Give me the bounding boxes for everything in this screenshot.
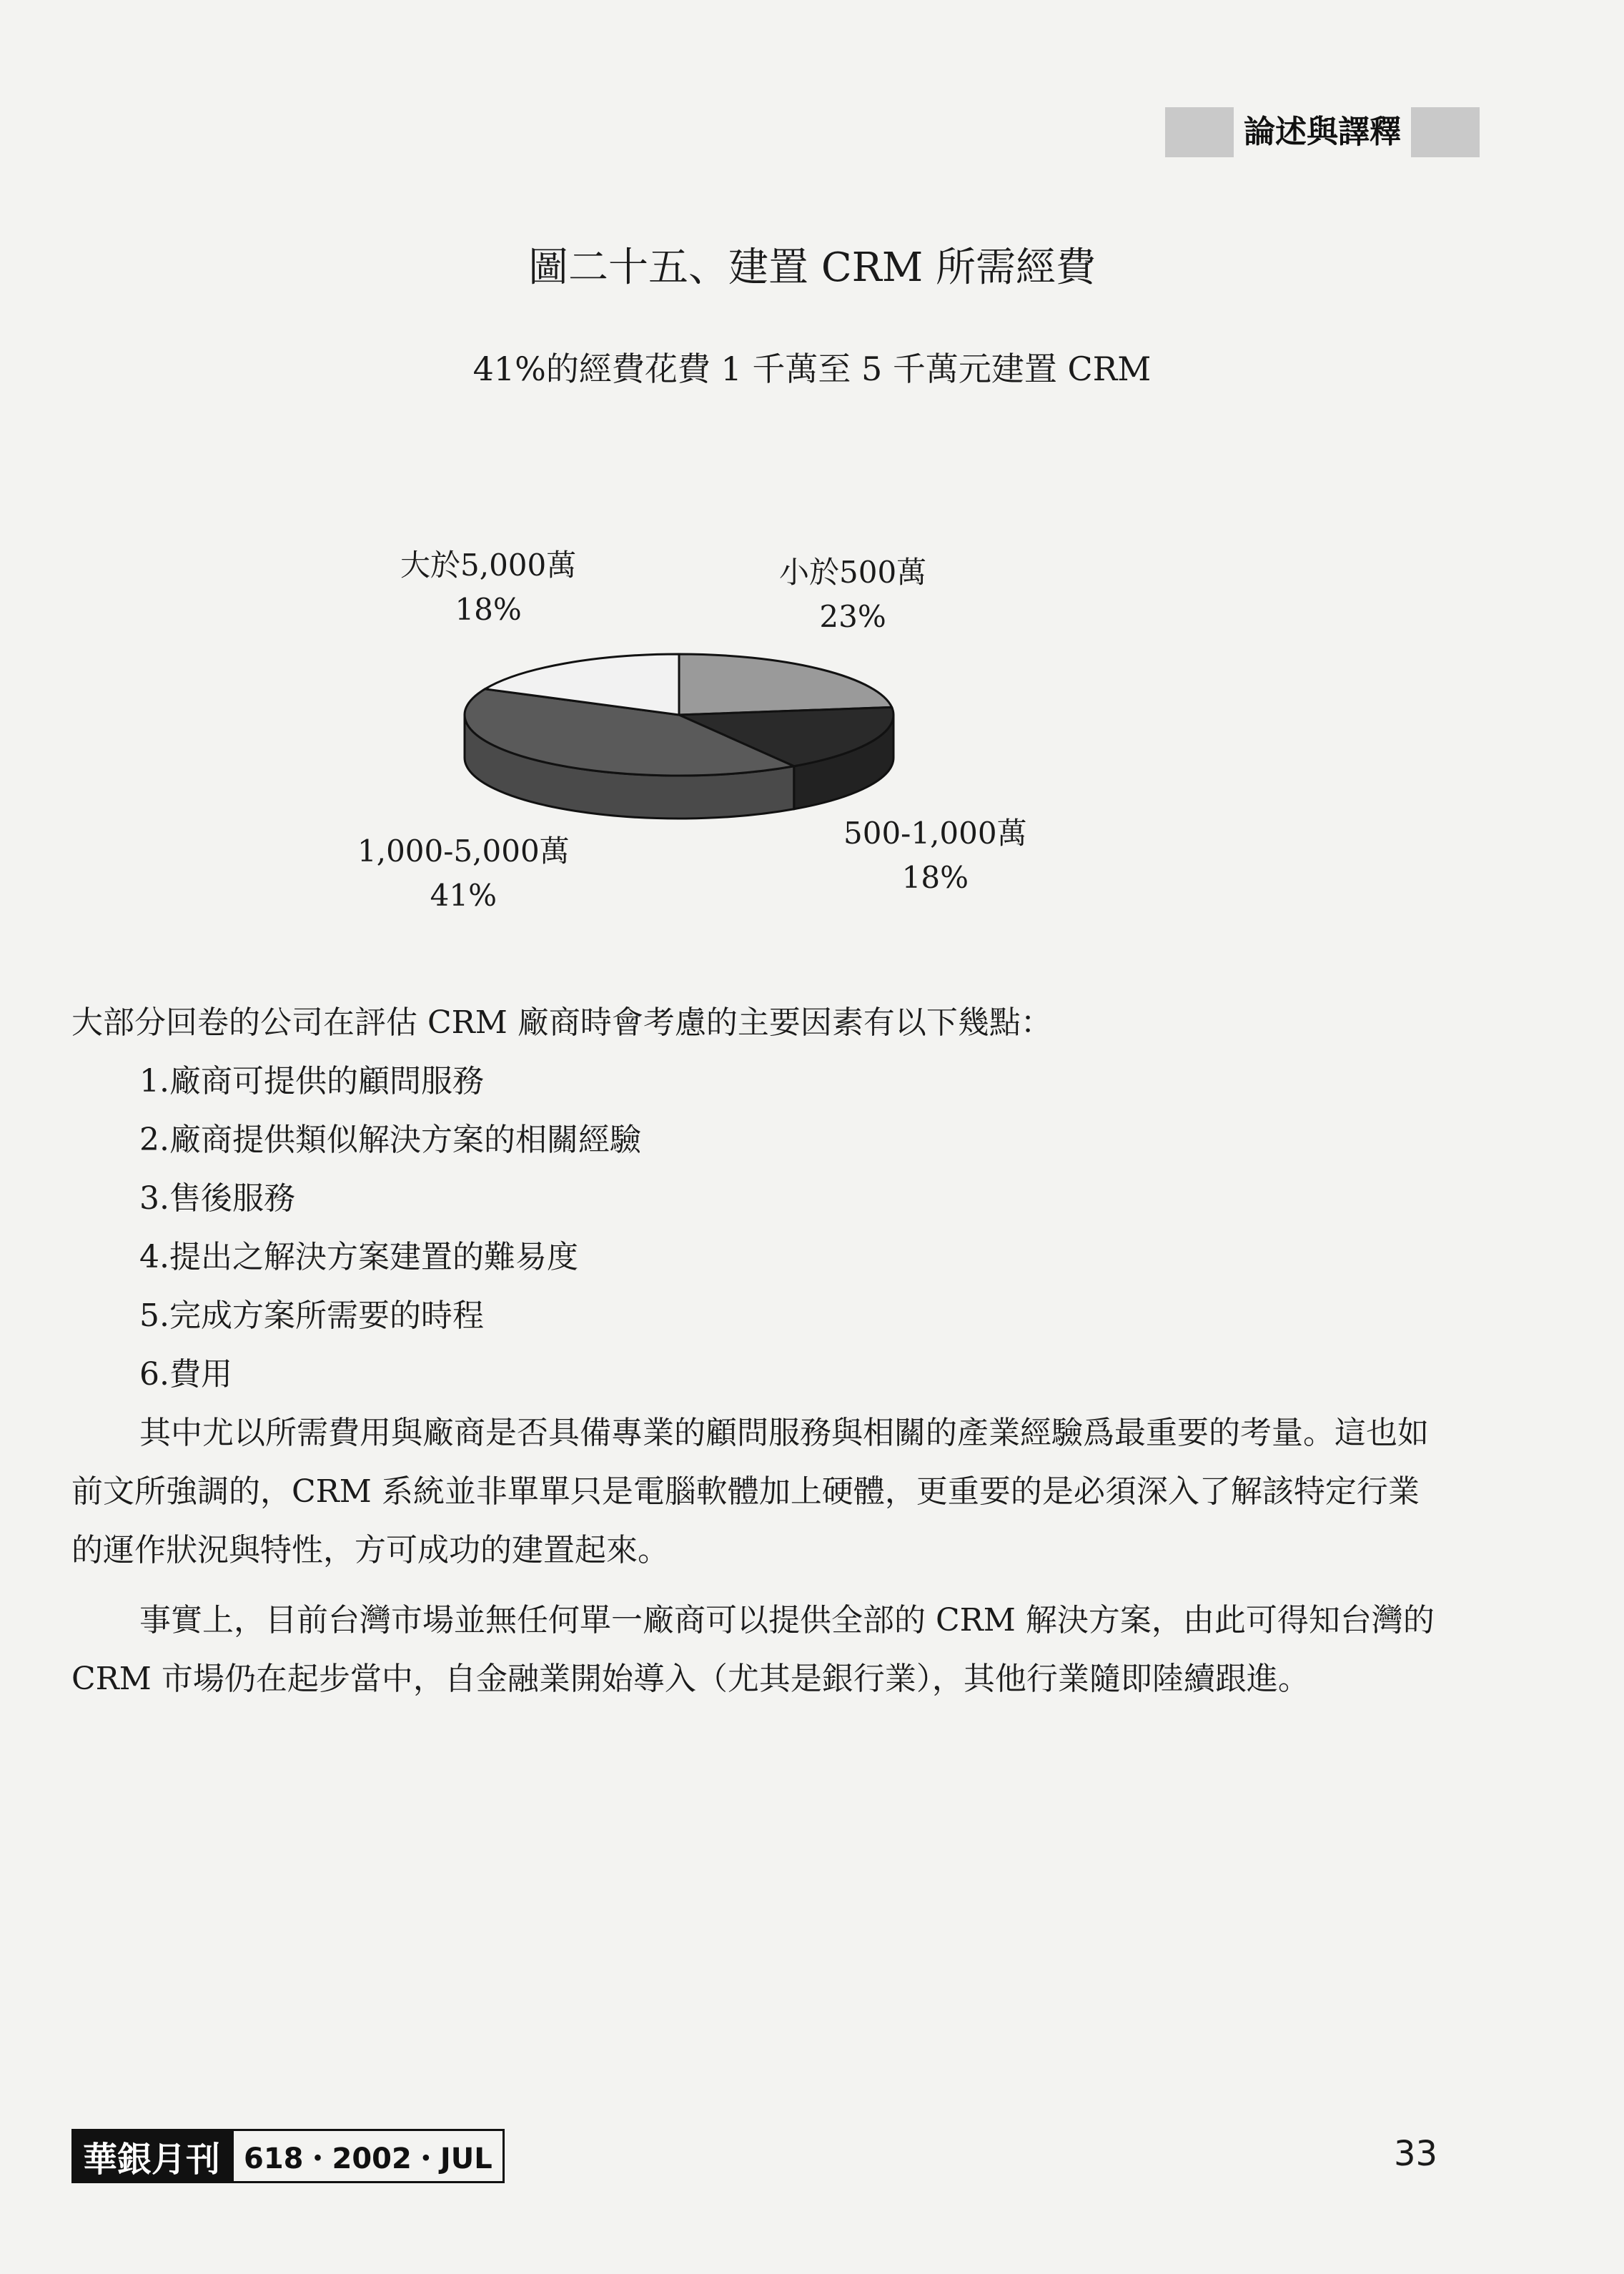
- pie-chart: [429, 643, 929, 829]
- pie-category-mid: 500-1,000萬: [843, 816, 1027, 851]
- pie-category-major: 1,000-5,000萬: [357, 834, 570, 869]
- intro-paragraph: 大部分回卷的公司在評估 CRM 廠商時會考慮的主要因素有以下幾點：: [71, 1004, 1052, 1041]
- pie-label-large: [400, 543, 576, 632]
- paragraph-1: 其中尤以所需費用與廠商是否具備專業的顧問服務與相關的產業經驗爲最重要的考量。這也如前文所強調的，CRM 系統並非單單只是電腦軟體加上硬體，更重要的是必須深入了解該特定行業的運作狀況與特性，方可成功的建置起來。: [71, 1415, 1429, 1568]
- factor-item: 5.完成方案所需要的時程: [139, 1297, 484, 1334]
- factor-item: 6.費用: [139, 1356, 232, 1393]
- paragraph-2: 事實上，目前台灣市場並無任何單一廠商可以提供全部的 CRM 解決方案，由此可得知台灣的 CRM 市場仍在起步當中，自金融業開始導入（尤其是銀行業），其他行業隨即陸續跟進。: [71, 1602, 1435, 1697]
- pie-percent-large: 18%: [455, 592, 522, 627]
- footer-brand: [71, 2129, 505, 2183]
- figure-title: 圖二十五、建置 CRM 所需經費: [528, 244, 1096, 291]
- factor-item: 1.廠商可提供的顧問服務: [139, 1063, 484, 1099]
- factor-item: 2.廠商提供類似解決方案的相關經驗: [139, 1122, 641, 1158]
- factor-item: 3.售後服務: [139, 1180, 295, 1217]
- factor-item: 4.提出之解決方案建置的難易度: [139, 1239, 578, 1275]
- pie-category-small: 小於500萬: [779, 555, 927, 590]
- pie-category-large: 大於5,000萬: [400, 548, 577, 583]
- pie-percent-mid: 18%: [901, 860, 969, 895]
- issue-info: 618・2002・JUL: [232, 2129, 505, 2183]
- pie-label-major: [357, 829, 570, 918]
- pie-slice: [679, 654, 892, 715]
- pie-label-small: [779, 550, 926, 639]
- pie-percent-major: 41%: [430, 878, 497, 913]
- pie-label-mid: [843, 811, 1027, 900]
- section-tag: [1165, 107, 1480, 157]
- pie-percent-small: 23%: [819, 599, 886, 634]
- section-label: 論述與譯釋: [1234, 107, 1411, 157]
- body-text: [71, 994, 1444, 1709]
- figure-subtitle: 41%的經費花費 1 千萬至 5 千萬元建置 CRM: [472, 350, 1152, 388]
- page-number: 33: [1394, 2134, 1438, 2174]
- magazine-name: 華銀月刊: [71, 2129, 232, 2183]
